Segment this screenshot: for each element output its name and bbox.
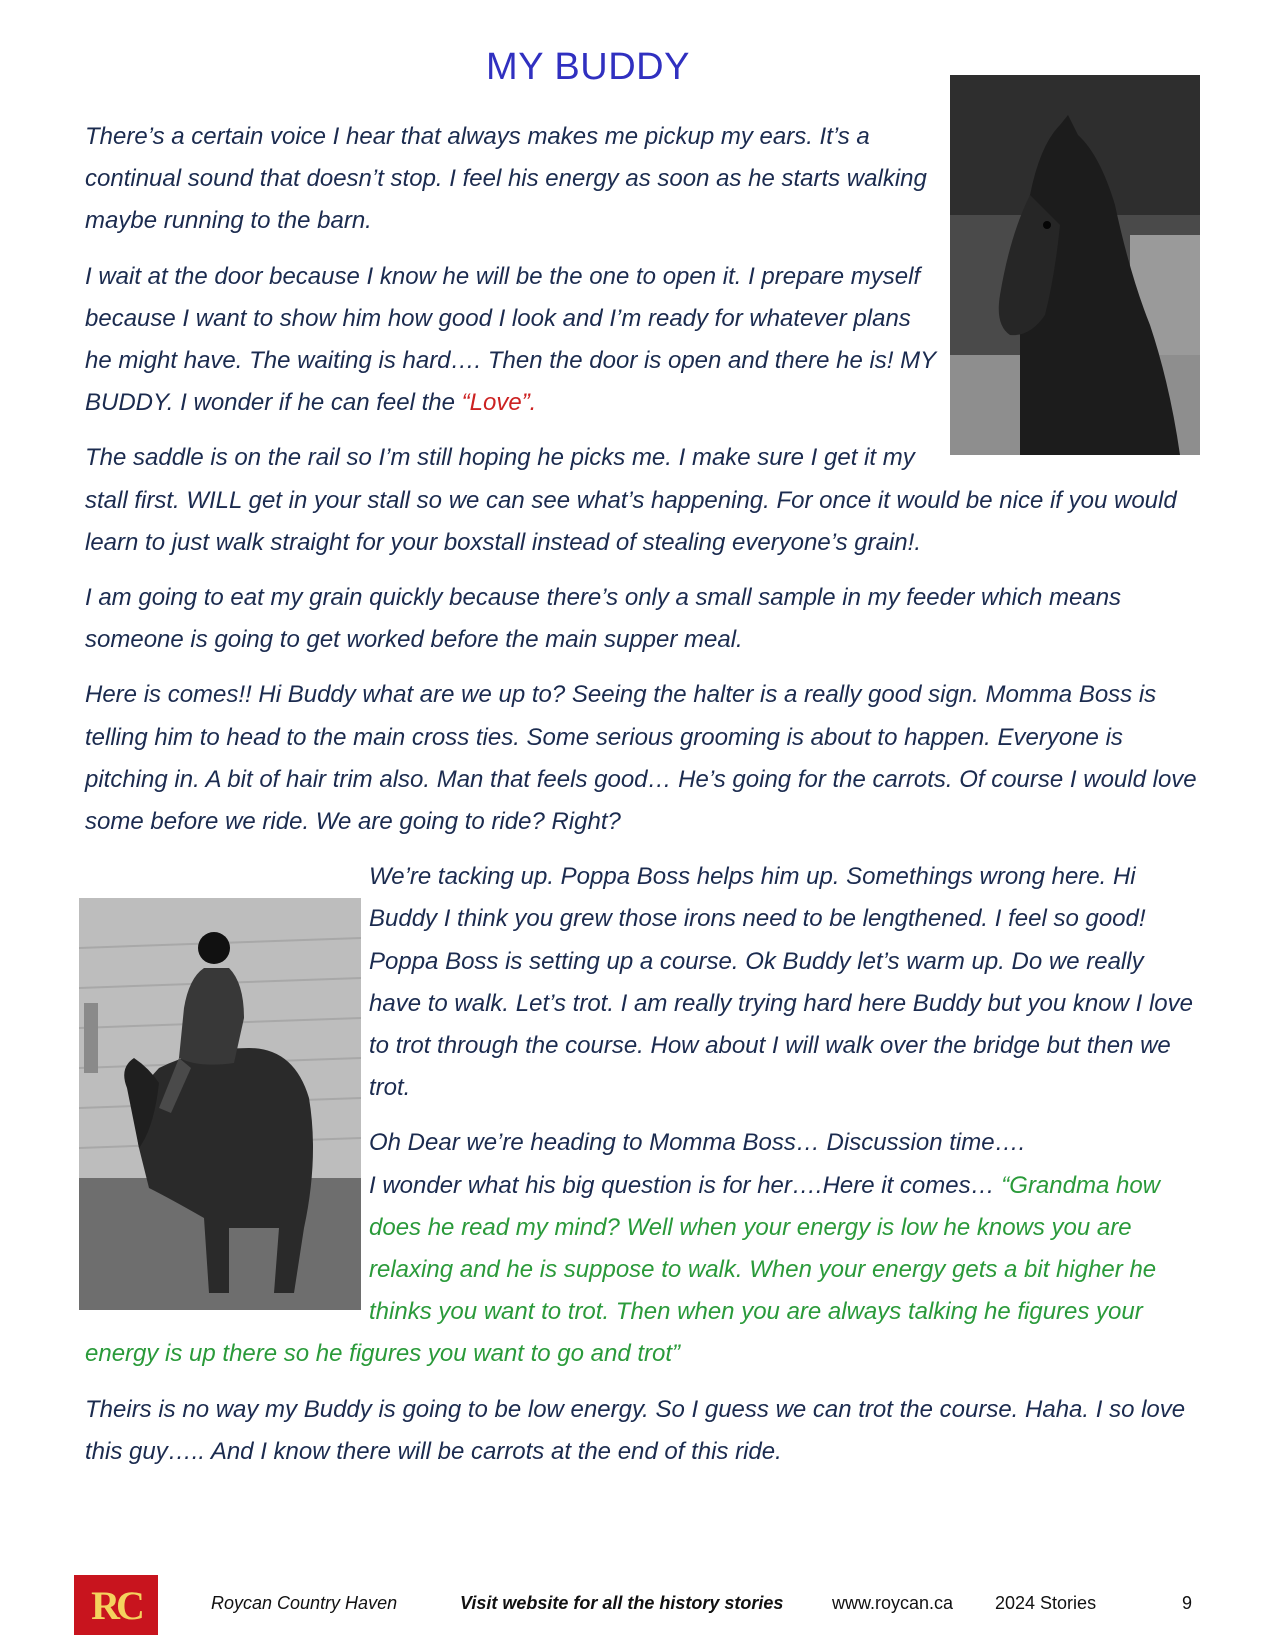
page-footer: [0, 1575, 1275, 1637]
page-title: MY BUDDY: [486, 46, 690, 88]
paragraph-4: [85, 577, 1197, 661]
paragraph-5-text: Here is comes!! Hi Buddy what are we up to? Seeing the halter is a really good sign. Momma Boss is telling him to head to the main cross ties. Some serious grooming is about to happen. Everyone is pitching in. A bit of hair trim also. Man that feels good… He’s going for the carrots. Of course I would love some before we ride. We are going to ride? Right?: [85, 681, 1197, 836]
paragraph-7-text: I wonder what his big question is for her….Here it comes…: [369, 1171, 1002, 1199]
paragraph-8: [85, 1389, 1197, 1473]
footer-website-link[interactable]: www.roycan.ca: [832, 1593, 954, 1613]
paragraph-3-text: The saddle is on the rail so I’m still hoping he picks me. I make sure I get it my stall first. WILL get in your stall so we can see what’s happening. For once it would be nice if you would learn to just walk straight for your boxstall instead of stealing everyone’s grain!.: [85, 444, 1177, 556]
paragraph-6-text: We’re tacking up. Poppa Boss helps him up. Somethings wrong here. Hi Buddy I think you grew those irons need to be lengthened. I feel so good! Poppa Boss is setting up a course. Ok Buddy let’s warm up. Do we really have to walk. Let’s trot. I am really trying hard here Buddy but you know I love to trot through the course. How about I will walk over the bridge but then we trot.: [369, 863, 1193, 1102]
rider-photo: [79, 898, 361, 1310]
paragraph-4-text: I am going to eat my grain quickly because there’s only a small sample in my feeder which means someone is going to get worked before the main supper meal.: [85, 584, 1122, 654]
paragraph-2-text: I wait at the door because I know he will be the one to open it. I prepare myself because I want to show him how good I look and I’m ready for whatever plans he might have. The waiting is hard…. Then the door is open and there he is! MY BUDDY. I wonder if he can feel the: [85, 262, 936, 417]
paragraph-7-line1: Oh Dear we’re heading to Momma Boss… Discussion time….: [369, 1129, 1026, 1157]
story-body: [85, 116, 1197, 1486]
paragraph-8-text: Theirs is no way my Buddy is going to be low energy. So I guess we can trot the course. Haha. I so love this guy….. And I know there will be carrots at the end of this ride.: [85, 1395, 1186, 1465]
page-number: 9: [1182, 1593, 1193, 1613]
footer-year: 2024 Stories: [995, 1593, 1097, 1613]
paragraph-3: [85, 437, 1197, 564]
footer-visit-text: Visit website for all the history stories: [460, 1593, 784, 1613]
paragraph-5: [85, 674, 1197, 843]
footer-org: Roycan Country Haven: [211, 1593, 398, 1613]
roycan-logo: [74, 1575, 158, 1635]
logo-letters: RC: [91, 1582, 141, 1628]
grandma-dialogue: “Grandma how does he read my mind? Well when your energy is low he knows you are relaxing and he is suppose to walk. When your energy gets a bit higher he thinks you want to trot. Then when you are always talking he figures your energy is up there so he figures you want to go and trot”: [85, 1171, 1161, 1368]
horse-photo: [950, 75, 1200, 455]
paragraph-1-text: There’s a certain voice I hear that always makes me pickup my ears. It’s a continual sound that doesn’t stop. I feel his energy as soon as he starts walking maybe running to the barn.: [85, 123, 927, 235]
love-quote: “Love”.: [461, 389, 537, 417]
